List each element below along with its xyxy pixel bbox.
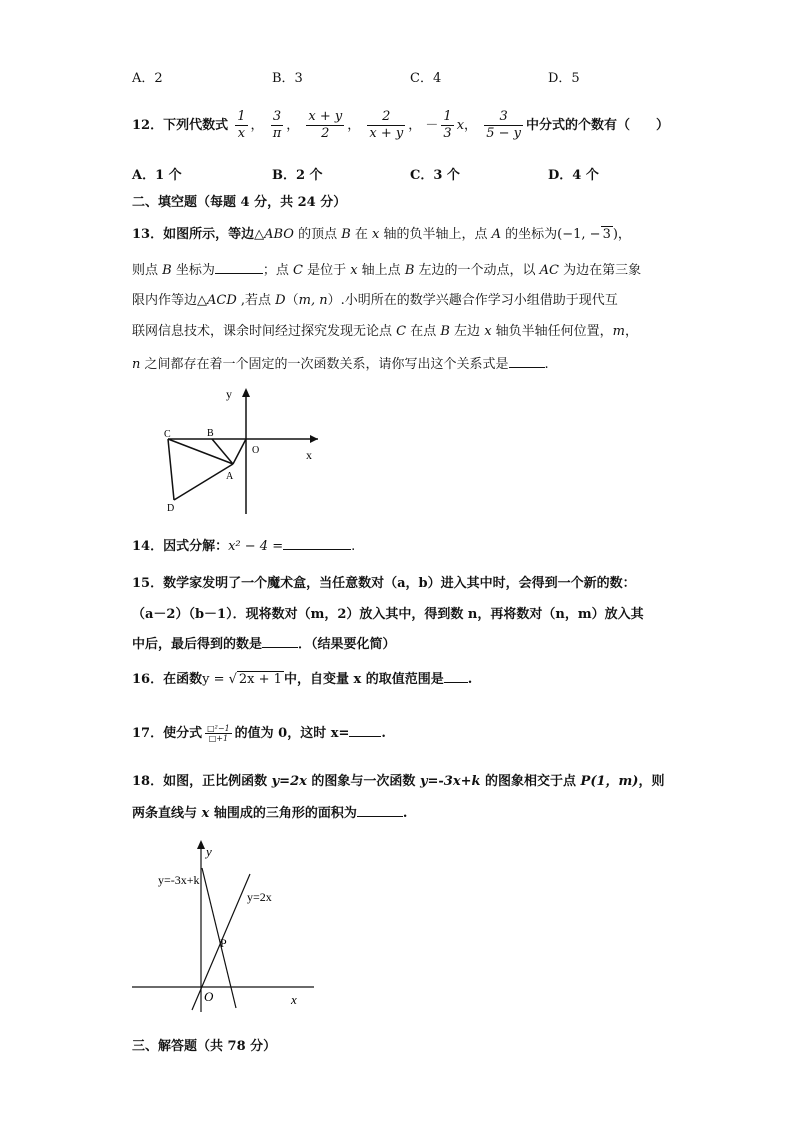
q13-label-x: x	[306, 448, 312, 462]
q17-answer-blank[interactable]	[349, 724, 381, 737]
q12-fraction-4: $\frac{2}{x + y}$	[369, 109, 404, 141]
q17-question: 17．使分式 $\frac{\text{□²−1}}{□+1}$ 的值为 0，这时 x= .	[132, 724, 386, 743]
q17-fraction: $\frac{\text{□²−1}}{□+1}$	[207, 724, 230, 743]
q13-label-b: B	[207, 428, 214, 439]
q12-question: 12．下列代数式 $\frac{1}{x}$ ， $\frac{3}{\pi}$ ， $\frac{x + y}{2}$ ， $\frac{2}{x + y}$ ， － $\frac{1}{3}$ x， $\frac{3}{5 - y}$ 中分式的个数有（ ）	[132, 109, 669, 141]
q18-label-y: y	[206, 844, 212, 859]
q12-fraction-3: $\frac{x + y}{2}$	[308, 109, 343, 141]
section-3-heading: 三、解答题（共 78 分）	[132, 1039, 277, 1054]
q11-option-b: B．3	[272, 71, 303, 86]
q18-label-line1: y=-3x+k	[158, 873, 200, 887]
q12-suffix: 中分式的个数有（ ）	[525, 118, 669, 133]
q15-line-2: （a－2）（b－1）．现将数对（m，2）放入其中，得到数 n，再将数对（n，m）放入其	[132, 607, 644, 622]
q11-option-c: C．4	[410, 71, 442, 86]
section-2-heading: 二、填空题（每题 4 分，共 24 分）	[132, 195, 347, 210]
q18-label-x: x	[291, 992, 297, 1007]
q13-x-arrow	[310, 435, 318, 443]
q13-y-arrow	[242, 388, 250, 397]
q12-option-d: D．4 个	[548, 168, 599, 183]
q18-label-line2: y=2x	[247, 890, 272, 904]
q13-line-2: 则点 B 坐标为 ；点 C 是位于 x 轴上点 B 左边的一个动点，以 AC 为边在第三象	[132, 263, 642, 278]
q14-question: 14．因式分解：x² − 4 = .	[132, 539, 356, 554]
q18-label-p: P	[220, 936, 227, 950]
q13-label-y: y	[226, 387, 232, 401]
q15-line-3: 中后，最后得到的数是 ．（结果要化简）	[132, 637, 396, 652]
q12-fraction-1: $\frac{1}{x}$	[237, 109, 246, 141]
q13-line-1: 13．如图所示，等边△ABO 的顶点 B 在 x 轴的负半轴上，点 A 的坐标为(−1, − 3 )，	[132, 227, 631, 242]
q13-label-d: D	[167, 503, 175, 514]
q18-y-arrow	[197, 840, 205, 849]
q15-line-1: 15．数学家发明了一个魔术盒，当任意数对（a，b）进入其中时，会得到一个新的数：	[132, 576, 636, 591]
q12-number: 12．	[132, 118, 164, 133]
q14-answer-blank[interactable]	[283, 537, 351, 550]
q13-line-5: n 之间都存在着一个固定的一次函数关系，请你写出这个关系式是 .	[132, 357, 549, 372]
q13-line-3: 限内作等边△ACD ,若点 D（m, n）.小明所在的数学兴趣合作学习小组借助于现代互	[132, 293, 618, 308]
q12-option-c: C．3 个	[410, 168, 460, 183]
q13-label-o: O	[252, 445, 260, 456]
q13-answer-blank-2[interactable]	[509, 355, 545, 368]
q13-segment-ao	[233, 439, 246, 464]
q18-line-1: 18．如图，正比例函数 y=2x 的图象与一次函数 y=-3x+k 的图象相交于点 P(1，m)，则	[132, 774, 665, 789]
q13-answer-blank-1[interactable]	[215, 261, 263, 274]
q15-answer-blank[interactable]	[262, 635, 298, 648]
q16-question: 16．在函数y = √ 2x + 1 中，自变量 x 的取值范围是 .	[132, 672, 473, 687]
q12-fraction-5: $\frac{1}{3}$	[443, 109, 452, 141]
q13-segment-da	[174, 464, 233, 500]
q18-answer-blank[interactable]	[357, 804, 403, 817]
q13-label-c: C	[164, 429, 171, 440]
q13-label-a: A	[226, 471, 234, 482]
q16-answer-blank[interactable]	[444, 670, 468, 683]
q11-option-a: A．2	[132, 71, 163, 86]
q12-minus: －	[425, 118, 439, 133]
q12-fraction-2: $\frac{3}{\pi}$	[272, 109, 282, 141]
q18-figure	[128, 838, 318, 1013]
q12-option-b: B．2 个	[272, 168, 323, 183]
q18-label-o: O	[204, 989, 214, 1004]
q12-option-a: A．1 个	[132, 168, 182, 183]
q12-prefix: 下列代数式	[163, 118, 229, 133]
q18-line-2: 两条直线与 x 轴围成的三角形的面积为 .	[132, 806, 408, 821]
q13-figure	[160, 380, 330, 520]
q13-segment-cd	[168, 439, 174, 500]
q11-option-d: D．5	[548, 71, 580, 86]
q12-fraction-6: $\frac{3}{5 - y}$	[486, 109, 521, 141]
q13-line-4: 联网信息技术，课余时间经过探究发现无论点 C 在点 B 左边 x 轴负半轴任何位置，m，	[132, 324, 639, 339]
